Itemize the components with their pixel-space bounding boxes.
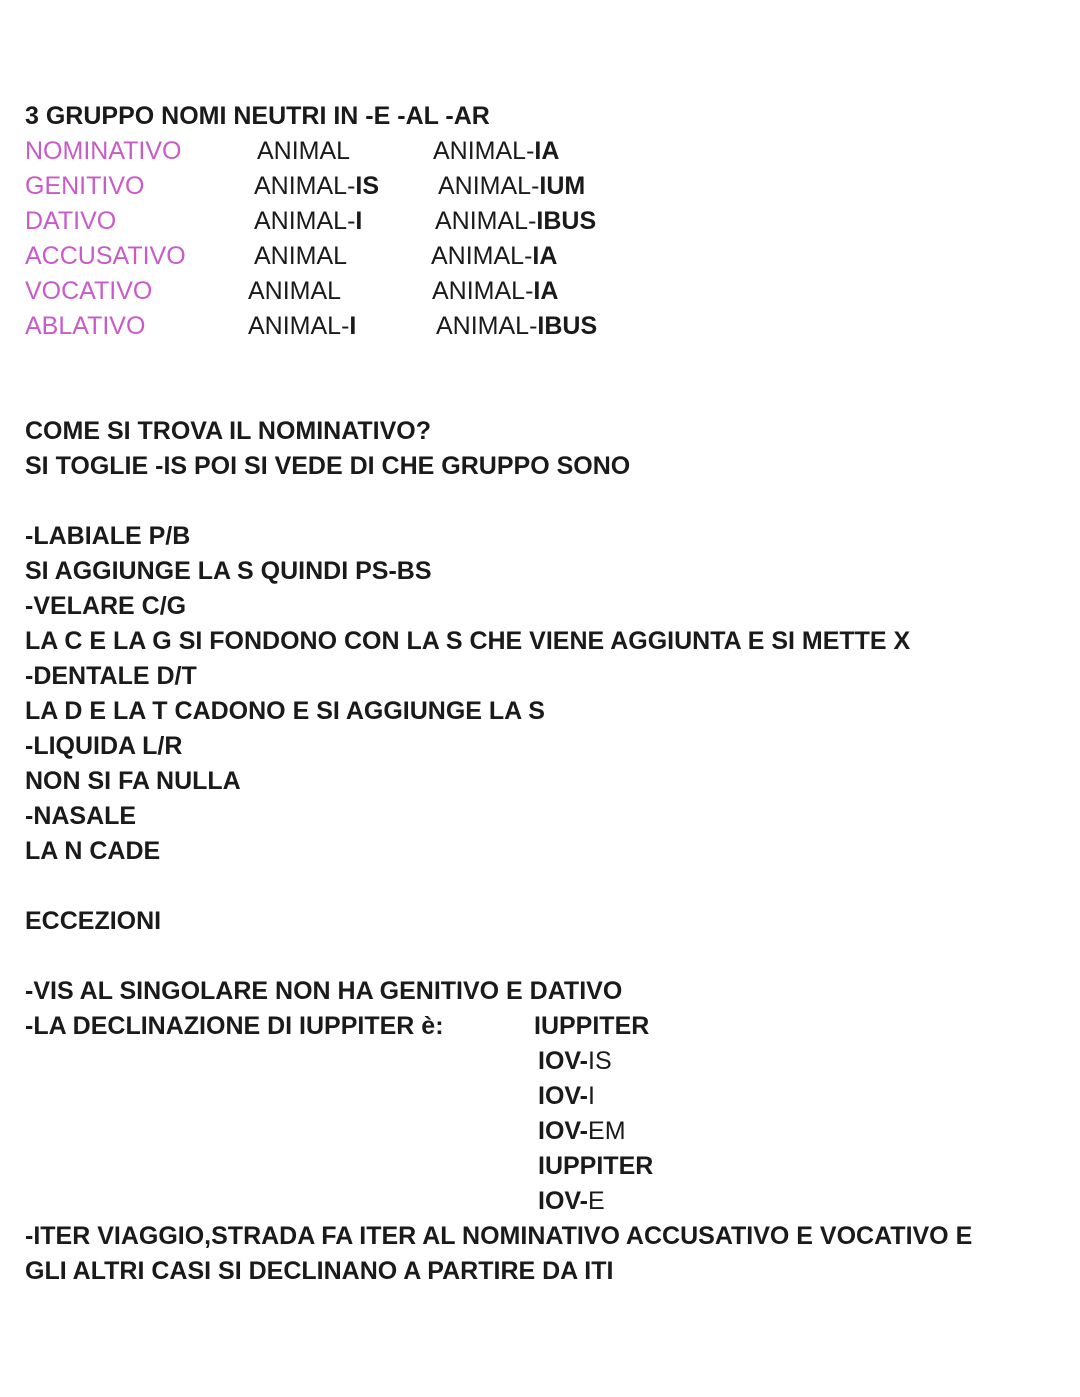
iter-exception-line2: GLI ALTRI CASI SI DECLINANO A PARTIRE DA ITI [25, 1257, 614, 1285]
plural-form: ANIMAL-IA [431, 242, 558, 270]
singular-form: ANIMAL [257, 137, 351, 165]
singular-form: ANIMAL-IS [254, 172, 380, 200]
iuppiter-form: IOV-I [538, 1082, 595, 1110]
singular-form: ANIMAL [254, 242, 348, 270]
rule-type: -LABIALE P/B [25, 522, 191, 550]
case-name: NOMINATIVO [25, 137, 182, 165]
singular-form: ANIMAL [248, 277, 342, 305]
nominative-answer: SI TOGLIE -IS POI SI VEDE DI CHE GRUPPO SONO [25, 452, 631, 480]
table-row [0, 171, 1080, 201]
plural-form: ANIMAL-IA [432, 277, 559, 305]
plural-form: ANIMAL-IUM [438, 172, 586, 200]
table-row [0, 311, 1080, 341]
table-row [0, 136, 1080, 166]
case-name: VOCATIVO [25, 277, 153, 305]
table-row [0, 206, 1080, 236]
iter-exception-line1: -ITER VIAGGIO,STRADA FA ITER AL NOMINATIVO ACCUSATIVO E VOCATIVO E [25, 1222, 973, 1250]
singular-form: ANIMAL-I [248, 312, 357, 340]
case-name: ACCUSATIVO [25, 242, 186, 270]
singular-form: ANIMAL-I [254, 207, 363, 235]
rule-type: -NASALE [25, 802, 137, 830]
rule-text: LA C E LA G SI FONDONO CON LA S CHE VIENE AGGIUNTA E SI METTE X [25, 627, 911, 655]
iuppiter-form: IOV-E [538, 1187, 605, 1215]
iuppiter-label: -LA DECLINAZIONE DI IUPPITER è: [25, 1012, 444, 1040]
nominative-question: COME SI TROVA IL NOMINATIVO? [25, 417, 432, 445]
exceptions-heading: ECCEZIONI [25, 907, 162, 935]
plural-form: ANIMAL-IBUS [436, 312, 598, 340]
vis-exception: -VIS AL SINGOLARE NON HA GENITIVO E DATIVO [25, 977, 623, 1005]
rule-text: SI AGGIUNGE LA S QUINDI PS-BS [25, 557, 432, 585]
rule-text: NON SI FA NULLA [25, 767, 241, 795]
page-title: 3 GRUPPO NOMI NEUTRI IN -E -AL -AR [25, 102, 490, 130]
case-name: ABLATIVO [25, 312, 146, 340]
rule-type: -DENTALE D/T [25, 662, 197, 690]
case-name: GENITIVO [25, 172, 145, 200]
case-name: DATIVO [25, 207, 117, 235]
plural-form: ANIMAL-IA [433, 137, 560, 165]
rule-type: -LIQUIDA L/R [25, 732, 183, 760]
iuppiter-form: IOV-EM [538, 1117, 626, 1145]
rule-text: LA D E LA T CADONO E SI AGGIUNGE LA S [25, 697, 545, 725]
iuppiter-form: IUPPITER [538, 1152, 654, 1180]
table-row [0, 241, 1080, 271]
iuppiter-form: IUPPITER [534, 1012, 650, 1040]
plural-form: ANIMAL-IBUS [435, 207, 597, 235]
rule-text: LA N CADE [25, 837, 161, 865]
iuppiter-form: IOV-IS [538, 1047, 612, 1075]
table-row [0, 276, 1080, 306]
rule-type: -VELARE C/G [25, 592, 187, 620]
